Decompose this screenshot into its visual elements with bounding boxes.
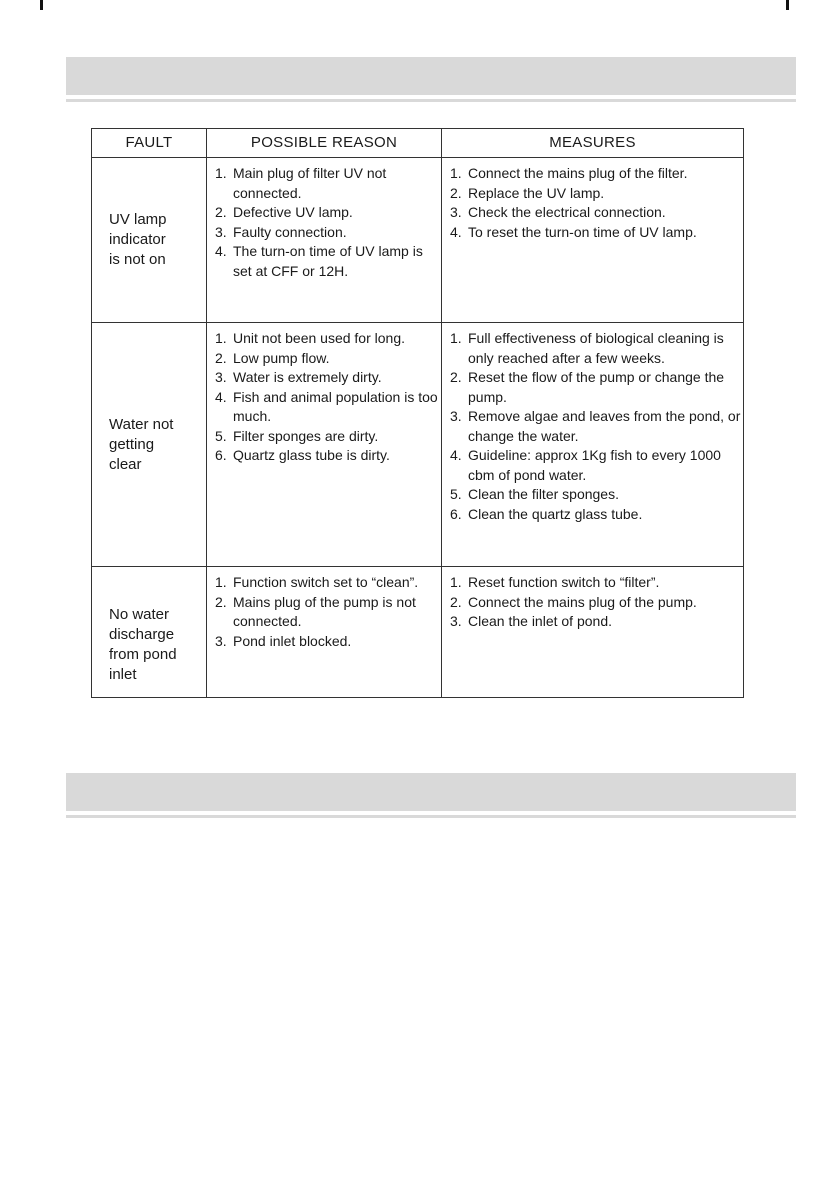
reasons-list	[207, 567, 441, 657]
section-rule-bottom	[66, 815, 796, 818]
reasons-cell	[207, 158, 442, 323]
list-item: 3. Remove algae and leaves from the pond, or change the water.	[450, 408, 741, 444]
table-row	[92, 567, 744, 698]
reasons-list	[207, 323, 441, 472]
list-item: 2. Mains plug of the pump is not connected.	[215, 593, 416, 629]
fault-label: Water not getting clear	[109, 415, 174, 473]
header-possible-reason: POSSIBLE REASON	[207, 129, 442, 158]
measures-cell	[442, 323, 744, 567]
list-item: 3. Pond inlet blocked.	[215, 632, 352, 649]
list-item: 1. Function switch set to “clean”.	[215, 574, 419, 590]
list-item: 3. Check the electrical connection.	[450, 204, 666, 220]
fault-label: No water discharge from pond inlet	[109, 606, 177, 683]
measures-list	[442, 158, 743, 248]
table-row	[92, 158, 744, 323]
fault-cell	[92, 323, 207, 567]
measures-list	[442, 567, 743, 638]
list-item: 6. Clean the quartz glass tube.	[450, 505, 643, 522]
fault-cell	[92, 567, 207, 698]
list-item: 4. Fish and animal population is too much.	[215, 388, 438, 424]
list-item: 1. Reset function switch to “filter”.	[450, 574, 660, 590]
list-item: 3. Clean the inlet of pond.	[450, 613, 612, 629]
list-item: 5. Clean the filter sponges.	[450, 486, 619, 502]
crop-mark-right	[786, 0, 789, 10]
list-item: 2. Replace the UV lamp.	[450, 184, 605, 201]
measures-cell	[442, 567, 744, 698]
list-item: 2. Low pump flow.	[215, 349, 330, 366]
list-item: 3. Faulty connection.	[215, 223, 347, 240]
fault-label: UV lamp indicator is not on	[109, 211, 167, 268]
measures-list	[442, 323, 743, 530]
section-rule-top	[66, 99, 796, 102]
section-header-band-bottom	[66, 773, 796, 811]
list-item: 2. Reset the flow of the pump or change the pump.	[450, 369, 725, 405]
crop-mark-left	[40, 0, 43, 10]
table-header-row	[92, 129, 744, 158]
troubleshooting-table	[91, 128, 744, 698]
list-item: 1. Unit not been used for long.	[215, 330, 406, 346]
list-item: 4. Guideline: approx 1Kg fish to every 1000 cbm of pond water.	[450, 447, 721, 483]
measures-cell	[442, 158, 744, 323]
list-item: 2. Connect the mains plug of the pump.	[450, 593, 697, 610]
list-item: 4. To reset the turn-on time of UV lamp.	[450, 223, 697, 240]
reasons-list	[207, 158, 441, 287]
list-item: 4. The turn-on time of UV lamp is set at CFF or 12H.	[215, 243, 423, 279]
list-item: 6. Quartz glass tube is dirty.	[215, 447, 390, 463]
reasons-cell	[207, 323, 442, 567]
list-item: 2. Defective UV lamp.	[215, 204, 353, 220]
fault-cell	[92, 158, 207, 323]
table-row	[92, 323, 744, 567]
header-measures: MEASURES	[442, 129, 744, 158]
list-item: 5. Filter sponges are dirty.	[215, 427, 379, 444]
header-fault: FAULT	[92, 129, 207, 158]
list-item: 1. Connect the mains plug of the filter.	[450, 165, 688, 181]
list-item: 1. Main plug of filter UV not connected.	[215, 165, 387, 201]
list-item: 1. Full effectiveness of biological cleaning is only reached after a few weeks.	[450, 330, 724, 366]
reasons-cell	[207, 567, 442, 698]
list-item: 3. Water is extremely dirty.	[215, 369, 382, 385]
section-header-band-top	[66, 57, 796, 95]
